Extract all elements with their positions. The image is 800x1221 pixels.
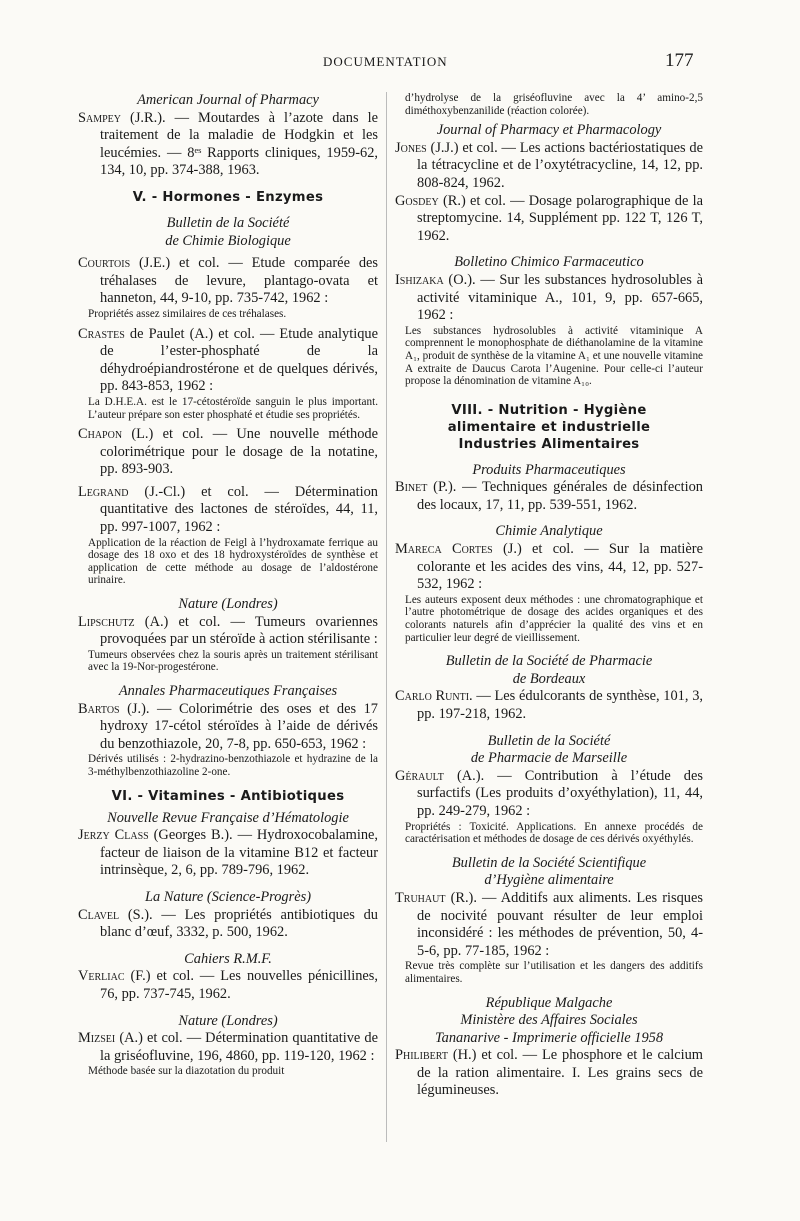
journal-title: La Nature (Science-Progrès) xyxy=(145,888,311,905)
section-heading: alimentaire et industrielle xyxy=(447,419,651,435)
spacer xyxy=(78,674,378,683)
spacer xyxy=(395,453,703,462)
entry-text: (P.). — Techniques générales de désinfection des locaux, 17, 11, pp. 539-551, 1962. xyxy=(417,479,703,513)
entry-author: Crastes xyxy=(78,325,125,342)
running-header xyxy=(0,52,800,72)
bibliography-entry xyxy=(395,479,703,514)
entry-text: (J.J.) et col. — Les actions bactériostatiques de la tétracycline et de l’oxytétracycline, 14, 12, pp. 808-824, 1962. xyxy=(417,139,703,191)
bibliography-entry xyxy=(78,907,378,942)
spacer xyxy=(78,942,378,951)
entry-text: (S.). — Les propriétés antibiotiques du blanc d’œuf, 3332, p. 500, 1962. xyxy=(100,906,378,941)
journal-title: Bulletin de la Société xyxy=(487,732,611,749)
entry-note: Revue très complète sur l’utilisation et les dangers des additifs alimentaires. xyxy=(405,960,703,985)
entry-text: (J.) et col. — Sur la matière colorante et les acides des vins, 44, 12, pp. 527-532, 1962 : xyxy=(417,541,703,593)
bibliography-entry xyxy=(395,768,703,821)
entry-note: Les substances hydrosolubles à activité vitaminique A comprennent le monophosphate de diéthanolamine de la vitamine A₁, produit de synthèse de la vitamine A₁ et une nouvelle vitamine A extraite de Daucus Carota l’Augenine. Pour celle-ci l’auteur propose la dénomination de vitamine A₁₀. xyxy=(405,324,703,388)
spacer xyxy=(395,724,703,733)
entry-text: (A.) et col. — Tumeurs ovariennes provoquées par un stéroïde à action stérilisante : xyxy=(100,613,378,648)
entry-author: Courtois xyxy=(78,255,131,272)
entry-author: Binet xyxy=(395,479,428,496)
journal-title: American Journal of Pharmacy xyxy=(137,92,319,108)
journal-title: de Pharmacie de Marseille xyxy=(470,750,628,767)
spacer xyxy=(395,245,703,254)
bibliography-entry xyxy=(78,110,378,180)
entry-author: Jerzy Class xyxy=(78,827,149,844)
bibliography-entry xyxy=(78,701,378,754)
bibliography-entry xyxy=(395,890,703,960)
entry-note: Tumeurs observées chez la souris après un traitement stérilisant avec la 19-Nor-progestérone. xyxy=(88,648,378,674)
spacer xyxy=(395,846,703,855)
entry-text: (R.). — Additifs aux aliments. Les risques de nocivité pouvant résulter de leur emploi inconsidéré : les méthodes de prévention, 50, 4-5-6, pp. 77-185, 1962 : xyxy=(417,889,703,959)
journal-title: Tananarive - Imprimerie officielle 1958 xyxy=(434,1029,664,1046)
spacer xyxy=(395,514,703,523)
section-heading: VI. - Vitamines - Antibiotiques xyxy=(111,788,345,804)
entry-author: Gérault xyxy=(395,767,444,784)
section-heading: VIII. - Nutrition - Hygiène xyxy=(451,402,647,418)
entry-author: Carlo Runti xyxy=(395,688,470,705)
journal-title: Bulletin de la Société xyxy=(166,214,290,231)
entry-note: Dérivés utilisés : 2-hydrazino-benzothiazole et hydrazine de la 3-méthylbenzothiazoline 2-one. xyxy=(88,753,378,778)
entry-note: Les auteurs exposent deux méthodes : une chromatographique et l’autre photométrique de dosage des acides organiques et des colorants naturels afin d’apprécier la qualité des vins et en particulier leur degré de vieillissement. xyxy=(405,593,703,644)
entry-author: Lipschutz xyxy=(78,613,135,630)
journal-title: de Bordeaux xyxy=(512,670,586,687)
journal-title: Bulletin de la Société de Pharmacie xyxy=(445,653,653,670)
entry-note: Application de la réaction de Feigl à l’hydroxamate ferrique au dosage des 18 oxo et des 18 hydroxystéroïdes de synthèse et application de cette méthode au dosage de l’aldostérone urinaire. xyxy=(88,536,378,587)
entry-note: Méthode basée sur la diazotation du produit xyxy=(88,1065,285,1078)
entry-text: (J.R.). — Moutardes à l’azote dans le traitement de la maladie de Hodgkin et les leucémies. — 8ᵉˢ Rapports cliniques, 1959-62, 134, 10, pp. 374-388, 1963. xyxy=(100,109,378,179)
entry-author: Mareca Cortes xyxy=(395,541,493,558)
bibliography-entry xyxy=(395,140,703,193)
journal-title: de Chimie Biologique xyxy=(165,232,291,249)
entry-note: d’hydrolyse de la griséofluvine avec la 4’ amino-2,5 diméthoxybenzanilide (réaction colorée). xyxy=(405,92,703,117)
bibliography-entry xyxy=(78,827,378,880)
column-divider xyxy=(386,92,387,1142)
spacer xyxy=(78,206,378,215)
entry-author: Bartos xyxy=(78,700,120,717)
spacer xyxy=(395,644,703,653)
entry-author: Legrand xyxy=(78,483,129,500)
entry-text: (J.). — Colorimétrie des oses et des 17 hydroxy 17-cétol stéroïdes à l’aide de dérivés du benzothiazole, 20, 7-8, pp. 650-653, 1962 : xyxy=(100,700,378,752)
section-heading: V. - Hormones - Enzymes xyxy=(132,189,324,205)
entry-author: Verliac xyxy=(78,968,125,985)
entry-note: Propriétés assez similaires de ces tréhalases. xyxy=(88,307,287,320)
journal-title: Chimie Analytique xyxy=(495,523,603,540)
spacer xyxy=(78,779,378,788)
entry-text: (L.) et col. — Une nouvelle méthode colorimétrique pour le dosage de la notatine, pp. 893-903. xyxy=(100,426,378,478)
journal-title: Ministère des Affaires Sociales xyxy=(460,1012,638,1029)
spacer xyxy=(78,880,378,889)
entry-text: (H.) et col. — Le phosphore et le calcium de la ration alimentaire. I. Les grains secs de légumineuses. xyxy=(417,1047,703,1099)
right-column xyxy=(395,92,703,1100)
spacer xyxy=(78,180,378,189)
entry-text: (R.) et col. — Dosage polarographique de la streptomycine. 14, Supplément pp. 122 T, 126 T, 1962. xyxy=(417,192,703,244)
entry-author: Truhaut xyxy=(395,889,446,906)
journal-title: Nouvelle Revue Française d’Hématologie xyxy=(107,809,349,826)
entry-author: Mizsei xyxy=(78,1030,116,1047)
entry-text: de Paulet (A.) et col. — Etude analytique de l’ester-phosphaté de la déhydroépiandrostérone et de quelques dérivés, pp. 843-853, 1962 : xyxy=(100,325,378,395)
entry-text: (A.). — Contribution à l’étude des surfactifs (Les produits d’oxyéthylation), 11, 44, pp. 249-279, 1962 : xyxy=(417,767,703,819)
journal-title: Bolletino Chimico Farmaceutico xyxy=(454,254,644,271)
bibliography-entry xyxy=(78,426,378,479)
bibliography-entry xyxy=(78,326,378,396)
spacer xyxy=(395,388,703,402)
bibliography-entry xyxy=(395,688,703,723)
entry-author: Clavel xyxy=(78,906,120,923)
entry-note: La D.H.E.A. est le 17-cétostéroïde sanguin le plus important. L’auteur prépare son ester phosphaté et étudie ses propriétés. xyxy=(88,395,378,421)
bibliography-entry xyxy=(78,968,378,1003)
entry-author: Ishizaka xyxy=(395,271,444,288)
entry-text: (J.-Cl.) et col. — Détermination quantitative des lactones de stéroïdes, 44, 11, pp. 997-1007, 1962 : xyxy=(100,483,378,536)
entry-text: (A.) et col. — Détermination quantitative de la griséofluvine, 196, 4860, pp. 119-120, 1962 : xyxy=(100,1030,378,1064)
entry-text: (J.E.) et col. — Etude comparée des tréhalases de levure, plantago-ovata et hanneton, 44, 9-10, pp. 735-742, 1962 : xyxy=(100,255,378,307)
entry-text: (O.). — Sur les substances hydrosolubles à activité vitaminique A., 101, 9, pp. 657-665, 1962 : xyxy=(417,271,703,324)
spacer xyxy=(78,587,378,596)
spacer xyxy=(395,986,703,995)
journal-title: Nature (Londres) xyxy=(178,596,278,613)
bibliography-entry xyxy=(78,1030,378,1065)
entry-author: Gosdey xyxy=(395,192,439,209)
left-column xyxy=(78,92,378,1078)
bibliography-entry xyxy=(395,193,703,246)
entry-text: (Georges B.). — Hydroxocobalamine, facteur de liaison de la vitamine B12 et facteur intrinsèque, 2, 6, pp. 789-796, 1962. xyxy=(100,827,378,879)
journal-title: Cahiers R.M.F. xyxy=(184,950,272,967)
journal-title: Journal of Pharmacy et Pharmacology xyxy=(436,122,662,139)
bibliography-entry xyxy=(395,1047,703,1100)
journal-title: Produits Pharmaceutiques xyxy=(472,461,626,478)
entry-author: Jones xyxy=(395,139,427,156)
bibliography-entry xyxy=(78,255,378,308)
journal-title: Nature (Londres) xyxy=(178,1012,278,1029)
bibliography-entry xyxy=(395,272,703,325)
entry-note: Propriétés : Toxicité. Applications. En annexe procédés de caractérisation et méthodes de dosage de ces dérivés oxyéthylés. xyxy=(405,820,703,846)
section-heading: Industries Alimentaires xyxy=(458,436,640,452)
entry-text: . — Les édulcorants de synthèse, 101, 3, pp. 197-218, 1962. xyxy=(417,688,704,722)
journal-title: d’Hygiène alimentaire xyxy=(484,872,614,889)
page-number: 177 xyxy=(665,50,694,71)
entry-author: Philibert xyxy=(395,1047,448,1064)
bibliography-entry xyxy=(78,614,378,649)
bibliography-entry xyxy=(78,484,378,537)
running-title: DOCUMENTATION xyxy=(323,54,448,69)
journal-title: Bulletin de la Société Scientifique xyxy=(451,854,647,871)
entry-text: (F.) et col. — Les nouvelles pénicillines, 76, pp. 737-745, 1962. xyxy=(100,968,378,1002)
journal-title: Annales Pharmaceutiques Françaises xyxy=(118,683,338,699)
entry-author: Sampey xyxy=(78,109,122,126)
entry-author: Chapon xyxy=(78,426,123,443)
bibliography-entry xyxy=(395,541,703,594)
journal-title: République Malgache xyxy=(485,994,613,1011)
spacer xyxy=(78,1004,378,1013)
